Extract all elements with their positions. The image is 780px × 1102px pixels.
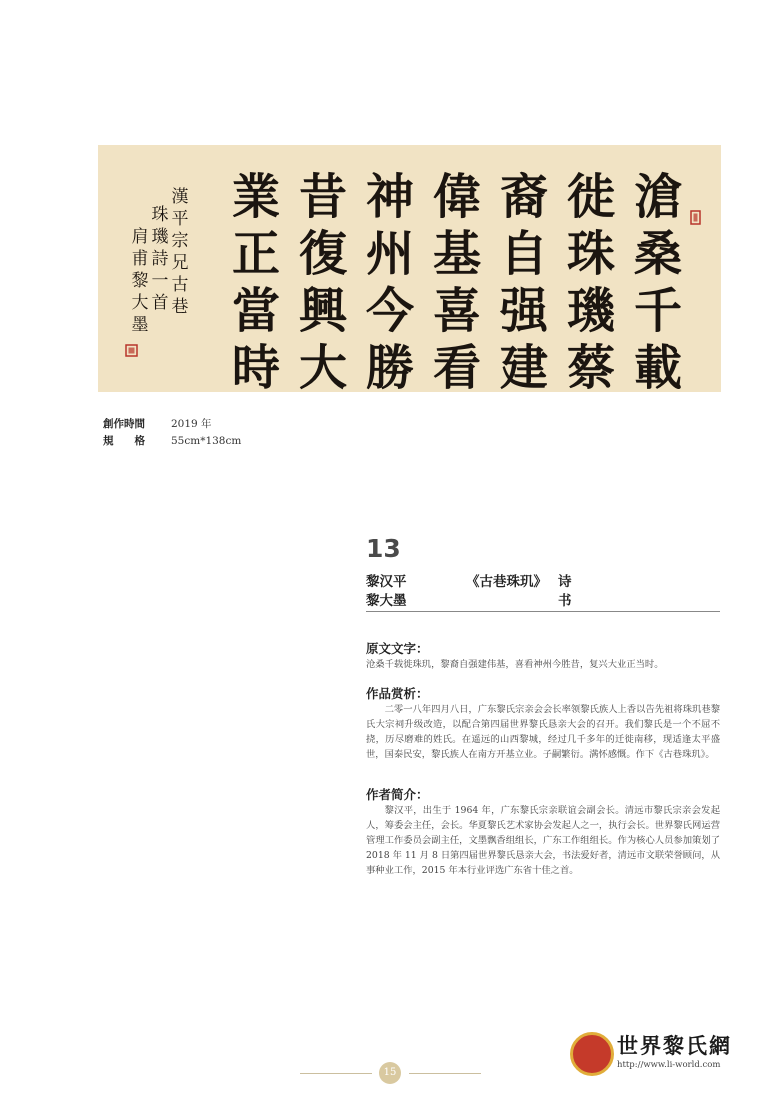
inscription-char: 甫	[131, 249, 149, 269]
section-divider	[366, 611, 720, 612]
meta-size-row	[103, 433, 241, 450]
appreciation-heading: 作品赏析：	[366, 686, 429, 701]
calligraphy-char: 當	[231, 283, 281, 339]
inscription-char: 宗	[171, 231, 189, 251]
calligraphy-char: 珠	[566, 226, 616, 282]
calligraphy-char: 昔	[298, 169, 348, 225]
calligraphy-char: 載	[633, 340, 683, 392]
calligraphy-char: 基	[432, 226, 482, 282]
calligraphy-char: 徙	[566, 169, 616, 225]
calligraphy-char: 正	[231, 226, 281, 282]
calligraphy-char: 自	[499, 226, 549, 282]
meta-date-row	[103, 416, 241, 433]
inscription-char: 首	[151, 293, 169, 313]
credit-calligrapher-row	[366, 589, 572, 609]
inscription-char: 平	[171, 209, 189, 229]
logo-url: http://www.li-world.com	[617, 1060, 721, 1070]
calligraphy-char: 興	[298, 283, 348, 339]
logo-emblem-icon	[570, 1032, 614, 1076]
inscription-char: 黎	[131, 271, 149, 291]
calligraphy-char: 滄	[633, 169, 683, 225]
inscription-char: 一	[151, 271, 169, 291]
inscription-char: 詩	[151, 249, 169, 269]
meta-date-value: 2019 年	[171, 418, 212, 430]
bio-text: 黎汉平，出生于 1964 年，广东黎氏宗亲联谊会副会长。清远市黎氏宗亲会发起人，筹委会主任，会长。华夏黎氏艺术家协会发起人之一，执行会长。世界黎氏网运营管理工作委员会副主任，文墨飘香组组长，广东工作组组长。作为核心人员参加策划了 2018 年 11 月 8 日第四届世界黎氏恳亲大会，书法爱好者，清远市文联荣誉顾问，从事种业工作，2015 年本行业评选广东省十佳之首。	[366, 805, 720, 876]
footer-line-right	[409, 1073, 481, 1074]
calligraphy-char: 裔	[499, 169, 549, 225]
inscription-char: 墨	[131, 315, 149, 335]
calligraphy-char: 復	[298, 226, 348, 282]
calligraphy-char: 勝	[365, 340, 415, 392]
meta-size-label: 規 格	[103, 435, 145, 447]
artwork-meta	[103, 416, 241, 450]
inscription-char: 肩	[131, 227, 149, 247]
inscription-char: 兄	[171, 253, 189, 273]
appreciation-text: 二零一八年四月八日，广东黎氏宗亲会会长率领黎氏族人上香以告先祖将珠玑巷黎氏大宗祠升级改造，以配合第四届世界黎氏恳亲大会的召开。我们黎氏是一个不屈不挠，历尽磨难的姓氏。在遥远的山西黎城，经过几千多年的迁徙南移，现适逢太平盛世，国泰民安，黎氏族人在南方开基立业。子嗣繁衍。满怀感慨。作下《古巷珠玑》。	[366, 704, 720, 760]
calligraphy-artwork	[98, 145, 721, 392]
meta-date-label: 創作時間	[103, 418, 145, 430]
page-number: 15	[379, 1062, 401, 1084]
inscription-char: 古	[171, 275, 189, 295]
calligraphy-char: 桑	[633, 226, 683, 282]
calligraphy-char: 千	[633, 283, 683, 339]
calligraphy-char: 大	[298, 340, 348, 392]
original-text: 沧桑千载徙珠玑，黎裔自强建伟基，喜看神州今胜昔，复兴大业正当时。	[366, 659, 664, 670]
inscription-char: 漢	[171, 187, 189, 207]
footer-line-left	[300, 1073, 372, 1074]
calligraphy-char: 時	[231, 340, 281, 392]
bio-heading: 作者简介：	[366, 787, 429, 802]
calligraphy-canvas	[98, 145, 721, 392]
calligraphy-char: 璣	[566, 283, 616, 339]
original-heading: 原文文字：	[366, 641, 429, 656]
calligrapher-role: 书	[558, 593, 572, 609]
calligrapher-name: 黎大墨	[366, 593, 407, 609]
seal-stamp-fill	[694, 214, 698, 222]
calligraphy-char: 喜	[432, 283, 482, 339]
calligraphy-char: 州	[365, 226, 415, 282]
seal-stamp-fill	[129, 348, 135, 354]
author-role: 诗	[558, 574, 572, 590]
credit-author-row	[366, 570, 572, 590]
entry-number: 13	[366, 534, 401, 563]
calligraphy-char: 建	[499, 340, 549, 392]
calligraphy-char: 强	[499, 283, 549, 339]
inscription-char: 大	[131, 293, 149, 313]
author-name: 黎汉平	[366, 574, 407, 590]
calligraphy-char: 業	[231, 169, 281, 225]
calligraphy-char: 今	[365, 283, 415, 339]
meta-size-value: 55cm*138cm	[171, 435, 242, 447]
logo-text: 世界黎氏網	[617, 1033, 732, 1058]
site-logo	[570, 1030, 770, 1082]
inscription-char: 巷	[171, 297, 189, 317]
poem-title: 《古巷珠玑》	[466, 574, 547, 590]
calligraphy-char: 蔡	[566, 340, 616, 392]
calligraphy-char: 看	[432, 340, 482, 392]
inscription-char: 珠	[151, 205, 169, 225]
calligraphy-char: 偉	[432, 169, 482, 225]
calligraphy-char: 神	[365, 169, 415, 225]
inscription-char: 璣	[151, 227, 169, 247]
